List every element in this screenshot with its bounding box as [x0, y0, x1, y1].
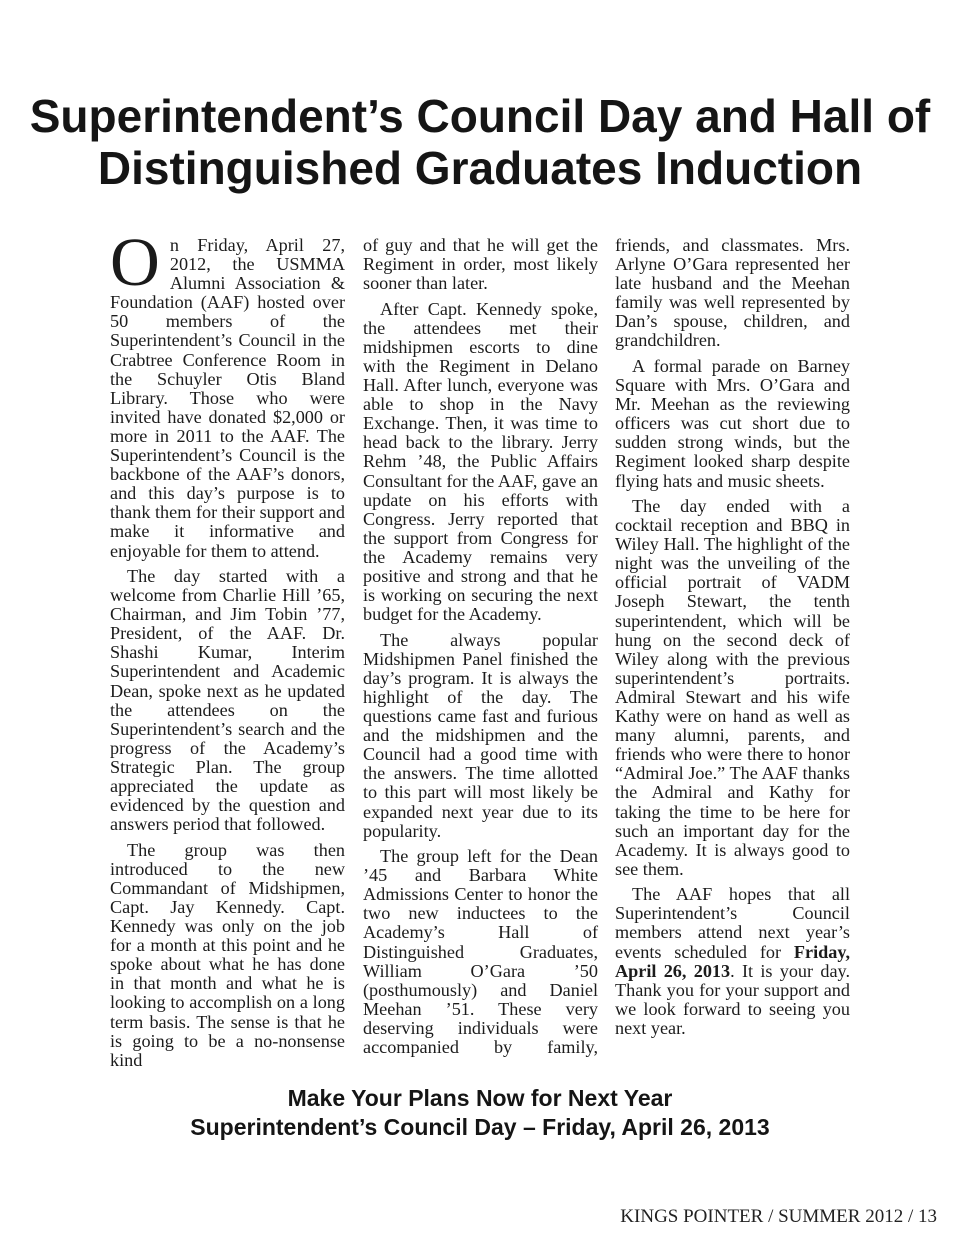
- article-paragraph: of guy and that he will get the Regiment in order, most likely sooner than later.: [363, 235, 598, 294]
- promo-headline: Make Your Plans Now for Next Year: [287, 1085, 673, 1111]
- article-paragraph: The always popular Midshipmen Panel finished the day’s program. It is always the highlight of the day. The questions came fast and furious and the midshipmen and the Council had a good time with the answers. The time allotted to this part will most likely be expanded next year due to its popularity.: [363, 629, 598, 841]
- paragraph-text: The AAF hopes that all Superintendent’s Council members attend next year’s events scheduled for: [615, 884, 850, 962]
- article-paragraph: The day ended with a cocktail reception and BBQ in Wiley Hall. The highlight of the night was the unveiling of the official portrait of VADM Joseph Stewart, the tenth superintendent, which will be hung on the second deck of Wiley along with the previous superintendent’s portraits. Admiral Stewart and his wife Kathy were on hand as well as many alumni, parents, and friends who were there to honor “Admiral Joe.” The AAF thanks the Admiral and Kathy for taking the time to be here for such an important day for the Academy. It is always good to see them.: [615, 496, 850, 879]
- paragraph-text: n Friday, April 27, 2012, the USMMA Alumni Association & Foundation (AAF) hosted over 50 members of the Superintendent’s Council in the Crabtree Conference Room in the Schuyler Otis Bland Library. Those who were invited have donated $2,000 or more in 2011 to the AAF. The Superintendent’s Council is the backbone of the AAF’s donors, and this day’s purpose is to thank them for their support and make it informative and enjoyable for them to attend.: [110, 235, 345, 561]
- article-title: Superintendent’s Council Day and Hall of Distinguished Graduates Induction: [29, 90, 931, 194]
- promo-subline: Superintendent’s Council Day – Friday, April 26, 2013: [190, 1114, 770, 1140]
- article-paragraph: After Capt. Kennedy spoke, the attendees met their midshipmen escorts to dine with the Regiment in Delano Hall. After lunch, everyone was able to shop in the Navy Exchange. Then, it was time to head back to the library. Jerry Rehm ’48, the Public Affairs Consultant for the AAF, gave an update on his efforts with Congress. Jerry reported that the support from Congress for the Academy remains very positive and strong and that he is working on securing the next budget for the Academy.: [363, 298, 598, 625]
- article-column-1: [110, 224, 345, 1070]
- article-paragraph: The group was then introduced to the new Commandant of Midshipmen, Capt. Jay Kennedy. Capt. Kennedy was only on the job for a month at this point and he spoke about what he has done in that month and what he is looking to accomplish on a long term basis. The sense is that he is going to be a no-nonsense kind: [110, 839, 345, 1070]
- paragraph-text: . It is your day. Thank you for your support and we look forward to seeing you next year.: [615, 960, 850, 1038]
- article-paragraph: [110, 224, 345, 561]
- article-paragraph: friends, and classmates. Mrs. Arlyne O’Gara represented her late husband and the Meehan family was well represented by Dan’s spouse, children, and grandchildren.: [615, 235, 850, 351]
- article-paragraph: A formal parade on Barney Square with Mrs. O’Gara and Mr. Meehan as the reviewing officers was cut short due to sudden strong winds, but the Regiment looked sharp despite flying hats and music sheets.: [615, 355, 850, 491]
- save-the-date-banner: [0, 1084, 960, 1142]
- event-date-emphasis: Friday, April 26, 2013: [615, 941, 850, 981]
- article-column-3: [615, 236, 850, 1038]
- page-footer-folio: KINGS POINTER / SUMMER 2012 / 13: [620, 1206, 937, 1227]
- article-paragraph: [615, 885, 850, 1038]
- article-paragraph: The group left for the Dean ’45 and Barbara White Admissions Center to honor the two new inductees to the Academy’s Hall of Distinguished Graduates, William O’Gara ’50 (posthumously) and Daniel Meehan ’51. These very deserving individuals were accompanied by family,: [363, 846, 598, 1058]
- article-column-2: [363, 236, 598, 1057]
- drop-cap: O: [110, 224, 160, 300]
- article-paragraph: The day started with a welcome from Charlie Hill ’65, Chairman, and Jim Tobin ’77, President, of the AAF. Dr. Shashi Kumar, Interim Superintendent and Academic Dean, spoke next as he updated the attendees on the Superintendent’s search and the progress of the Academy’s Strategic Plan. The group appreciated the update as evidenced by the question and answers period that followed.: [110, 565, 345, 835]
